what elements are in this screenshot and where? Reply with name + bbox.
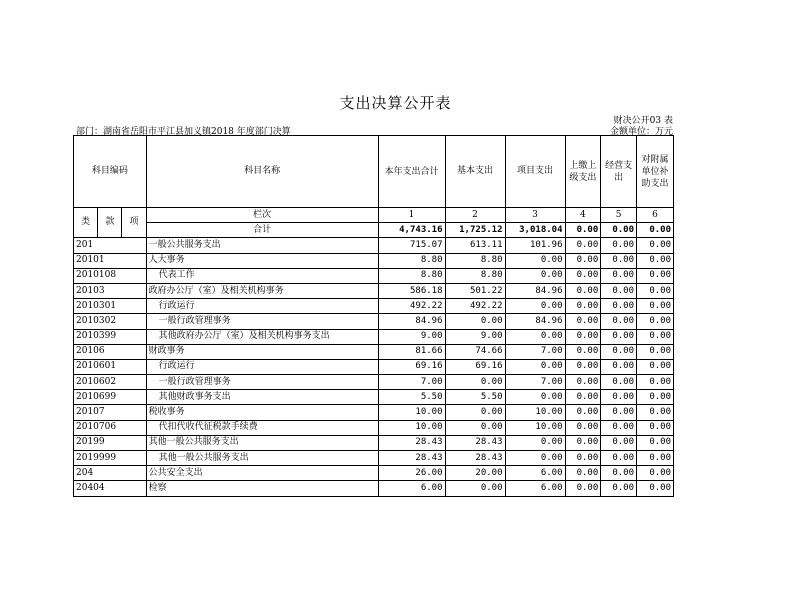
row-value: 0.00: [565, 314, 601, 329]
row-value: 0.00: [445, 314, 505, 329]
header-lanci: 栏次: [146, 208, 378, 223]
row-value: 0.00: [565, 253, 601, 268]
row-name: 检察: [146, 481, 378, 496]
row-value: 81.66: [378, 344, 445, 359]
row-code: 2010108: [74, 268, 147, 283]
row-value: 0.00: [601, 253, 637, 268]
row-value: 0.00: [565, 299, 601, 314]
row-value: 0.00: [637, 268, 674, 283]
row-value: 0.00: [505, 390, 565, 405]
total-value: 0.00: [601, 223, 637, 238]
row-value: 7.00: [378, 375, 445, 390]
row-value: 0.00: [445, 481, 505, 496]
row-value: 0.00: [637, 481, 674, 496]
row-value: 7.00: [505, 375, 565, 390]
row-value: 501.22: [445, 283, 505, 298]
row-value: 28.43: [445, 451, 505, 466]
row-value: 0.00: [505, 451, 565, 466]
row-name: 代扣代收代征税款手续费: [146, 420, 378, 435]
row-value: 9.00: [445, 329, 505, 344]
row-value: 28.43: [445, 435, 505, 450]
row-value: 0.00: [565, 435, 601, 450]
table-row: [74, 268, 674, 283]
row-value: 26.00: [378, 466, 445, 481]
row-value: 0.00: [601, 390, 637, 405]
row-code: 20101: [74, 253, 147, 268]
row-value: 10.00: [505, 405, 565, 420]
row-value: 0.00: [565, 405, 601, 420]
row-value: 0.00: [505, 359, 565, 374]
col-num: 5: [601, 208, 637, 223]
row-value: 0.00: [565, 481, 601, 496]
row-value: 0.00: [565, 359, 601, 374]
header-total: 本年支出合计: [378, 136, 445, 208]
row-value: 613.11: [445, 238, 505, 253]
row-name: 其他一般公共服务支出: [146, 435, 378, 450]
table-row: [74, 283, 674, 298]
row-value: 0.00: [637, 283, 674, 298]
header-kuan: 款: [98, 208, 122, 238]
row-code: 204: [74, 466, 147, 481]
row-value: 7.00: [505, 344, 565, 359]
row-value: 0.00: [565, 238, 601, 253]
row-value: 0.00: [601, 405, 637, 420]
table-row: [74, 420, 674, 435]
row-name: 税收事务: [146, 405, 378, 420]
row-name: 一般行政管理事务: [146, 375, 378, 390]
row-value: 0.00: [601, 299, 637, 314]
row-code: 20199: [74, 435, 147, 450]
header-lei: 类: [74, 208, 98, 238]
table-row: [74, 329, 674, 344]
row-code: 20404: [74, 481, 147, 496]
table-row: [74, 390, 674, 405]
row-code: 20106: [74, 344, 147, 359]
row-name: 一般行政管理事务: [146, 314, 378, 329]
row-value: 0.00: [601, 375, 637, 390]
row-value: 0.00: [601, 481, 637, 496]
row-code: 2010706: [74, 420, 147, 435]
row-value: 586.18: [378, 283, 445, 298]
row-name: 其他政府办公厅（室）及相关机构事务支出: [146, 329, 378, 344]
row-value: 28.43: [378, 451, 445, 466]
total-value: 1,725.12: [445, 223, 505, 238]
row-value: 0.00: [565, 390, 601, 405]
row-value: 6.00: [505, 466, 565, 481]
col-num: 2: [445, 208, 505, 223]
row-value: 69.16: [378, 359, 445, 374]
total-value: 3,018.04: [505, 223, 565, 238]
row-value: 10.00: [378, 420, 445, 435]
row-value: 0.00: [637, 253, 674, 268]
col-num: 1: [378, 208, 445, 223]
row-name: 公共安全支出: [146, 466, 378, 481]
row-value: 0.00: [637, 344, 674, 359]
table-row: [74, 375, 674, 390]
row-name: 政府办公厅（室）及相关机构事务: [146, 283, 378, 298]
header-code: 科目编码: [74, 136, 147, 208]
row-value: 84.96: [505, 283, 565, 298]
row-value: 0.00: [565, 268, 601, 283]
row-value: 8.80: [445, 268, 505, 283]
table-row: [74, 451, 674, 466]
col-num: 4: [565, 208, 601, 223]
row-value: 0.00: [505, 268, 565, 283]
row-value: 0.00: [637, 466, 674, 481]
row-value: 0.00: [565, 451, 601, 466]
row-value: 0.00: [601, 359, 637, 374]
row-value: 0.00: [637, 435, 674, 450]
table-row: [74, 299, 674, 314]
row-value: 8.80: [378, 268, 445, 283]
row-value: 0.00: [637, 329, 674, 344]
row-value: 20.00: [445, 466, 505, 481]
row-value: 0.00: [601, 268, 637, 283]
row-code: 20103: [74, 283, 147, 298]
department-label: 部门：湖南省岳阳市平江县加义镇2018 年度部门决算: [76, 127, 291, 137]
table-row: [74, 435, 674, 450]
row-value: 0.00: [601, 435, 637, 450]
table-row: [74, 466, 674, 481]
row-value: 0.00: [445, 420, 505, 435]
row-value: 84.96: [505, 314, 565, 329]
row-value: 0.00: [637, 390, 674, 405]
row-value: 5.50: [445, 390, 505, 405]
total-value: 0.00: [637, 223, 674, 238]
row-value: 0.00: [565, 283, 601, 298]
row-value: 0.00: [565, 375, 601, 390]
table-row: [74, 238, 674, 253]
row-name: 行政运行: [146, 359, 378, 374]
row-value: 0.00: [601, 344, 637, 359]
row-value: 715.07: [378, 238, 445, 253]
row-name: 人大事务: [146, 253, 378, 268]
table-row: [74, 253, 674, 268]
row-value: 0.00: [637, 359, 674, 374]
row-value: 492.22: [445, 299, 505, 314]
row-name: 代表工作: [146, 268, 378, 283]
row-value: 0.00: [637, 375, 674, 390]
row-code: 2010302: [74, 314, 147, 329]
row-value: 6.00: [378, 481, 445, 496]
row-value: 6.00: [505, 481, 565, 496]
row-code: 2019999: [74, 451, 147, 466]
row-value: 0.00: [505, 253, 565, 268]
row-code: 2010699: [74, 390, 147, 405]
row-value: 492.22: [378, 299, 445, 314]
row-value: 10.00: [505, 420, 565, 435]
total-value: 0.00: [565, 223, 601, 238]
col-num: 3: [505, 208, 565, 223]
table-row: [74, 359, 674, 374]
header-xiang: 项: [122, 208, 146, 238]
row-code: 2010602: [74, 375, 147, 390]
row-value: 74.66: [445, 344, 505, 359]
row-value: 28.43: [378, 435, 445, 450]
header-name: 科目名称: [146, 136, 378, 208]
row-value: 69.16: [445, 359, 505, 374]
row-value: 0.00: [601, 451, 637, 466]
table-row: [74, 314, 674, 329]
row-value: 10.00: [378, 405, 445, 420]
total-row: [74, 223, 674, 238]
row-value: 84.96: [378, 314, 445, 329]
table-row: [74, 481, 674, 496]
row-value: 0.00: [565, 420, 601, 435]
row-code: 2010399: [74, 329, 147, 344]
row-value: 101.96: [505, 238, 565, 253]
row-value: 0.00: [637, 299, 674, 314]
row-name: 一般公共服务支出: [146, 238, 378, 253]
total-label: 合计: [146, 223, 378, 238]
row-name: 其他财政事务支出: [146, 390, 378, 405]
row-value: 5.50: [378, 390, 445, 405]
header-project: 项目支出: [505, 136, 565, 208]
row-value: 0.00: [445, 405, 505, 420]
row-value: 0.00: [601, 329, 637, 344]
header-upper: 上缴上级支出: [565, 136, 601, 208]
header-subsidy: 对附属单位补助支出: [637, 136, 674, 208]
expenditure-table: [73, 135, 674, 497]
row-name: 财政事务: [146, 344, 378, 359]
row-code: 201: [74, 238, 147, 253]
table-row: [74, 405, 674, 420]
row-value: 8.80: [445, 253, 505, 268]
page-title: 支出决算公开表: [339, 94, 452, 112]
row-value: 0.00: [601, 283, 637, 298]
row-value: 0.00: [637, 238, 674, 253]
row-value: 0.00: [601, 314, 637, 329]
total-value: 4,743.16: [378, 223, 445, 238]
row-value: 0.00: [637, 314, 674, 329]
table-row: [74, 344, 674, 359]
row-value: 0.00: [445, 375, 505, 390]
header-business: 经营支出: [601, 136, 637, 208]
row-code: 2010601: [74, 359, 147, 374]
row-value: 0.00: [637, 420, 674, 435]
row-value: 0.00: [601, 466, 637, 481]
row-value: 0.00: [601, 238, 637, 253]
row-name: 其他一般公共服务支出: [146, 451, 378, 466]
row-value: 0.00: [505, 435, 565, 450]
row-value: 0.00: [565, 344, 601, 359]
row-code: 20107: [74, 405, 147, 420]
row-value: 0.00: [601, 420, 637, 435]
header-basic: 基本支出: [445, 136, 505, 208]
row-value: 0.00: [565, 466, 601, 481]
form-number: 财决公开03 表: [613, 116, 673, 126]
row-name: 行政运行: [146, 299, 378, 314]
row-value: 8.80: [378, 253, 445, 268]
row-value: 9.00: [378, 329, 445, 344]
row-value: 0.00: [565, 329, 601, 344]
row-value: 0.00: [505, 329, 565, 344]
col-num: 6: [637, 208, 674, 223]
amount-unit: 金额单位：万元: [609, 127, 673, 137]
row-value: 0.00: [505, 299, 565, 314]
row-code: 2010301: [74, 299, 147, 314]
row-value: 0.00: [637, 405, 674, 420]
row-value: 0.00: [637, 451, 674, 466]
